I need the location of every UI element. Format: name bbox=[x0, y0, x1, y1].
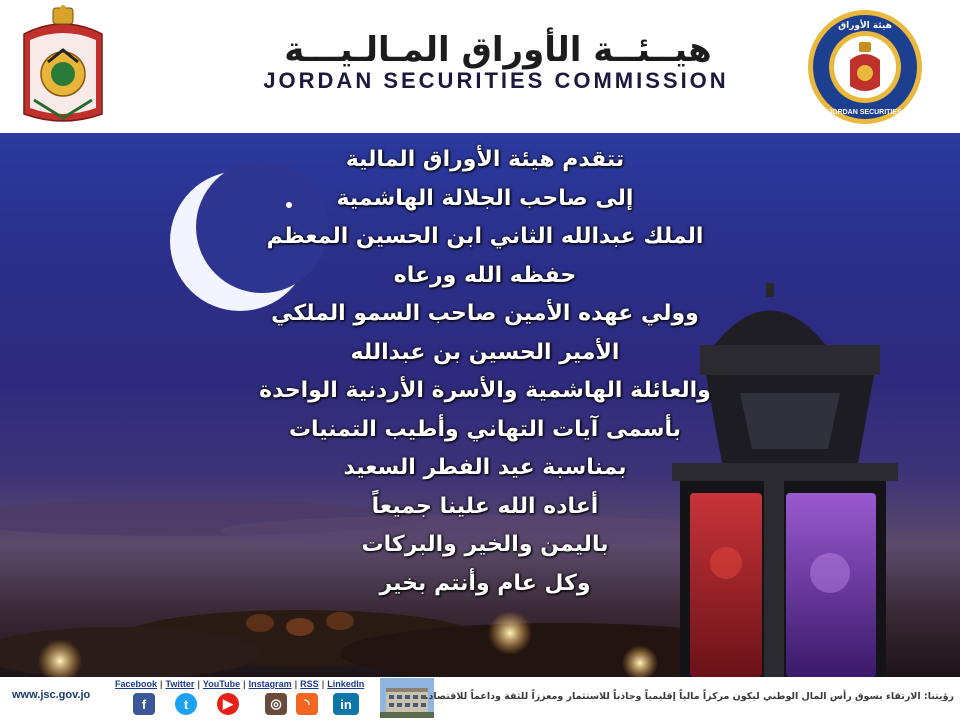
royal-coat-of-arms-icon bbox=[14, 4, 112, 128]
greeting-line: والعائلة الهاشمية والأسرة الأردنية الواحدة bbox=[259, 378, 711, 403]
greeting-line: وكل عام وأنتم بخير bbox=[379, 570, 591, 596]
linkedin-link[interactable]: LinkedIn bbox=[327, 679, 365, 689]
greeting-line: حفظه الله ورعاه bbox=[393, 262, 577, 288]
greeting-line: بأسمى آيات التهاني وأطيب التمنيات bbox=[288, 416, 682, 442]
greeting-line: تتقدم هيئة الأوراق المالية bbox=[345, 147, 625, 172]
website-link[interactable]: www.jsc.gov.jo bbox=[12, 689, 91, 701]
jsc-seal-icon bbox=[806, 8, 924, 126]
greeting-line: الأمير الحسين بن عبدالله bbox=[350, 339, 620, 365]
social-links-bar bbox=[115, 679, 364, 691]
greeting-line: إلى صاحب الجلالة الهاشمية bbox=[336, 185, 634, 211]
commission-title-english: JORDAN SECURITIES COMMISSION bbox=[263, 68, 729, 93]
greeting-line: باليمن والخير والبركات bbox=[361, 532, 609, 557]
linkedin-icon[interactable]: in bbox=[333, 693, 359, 715]
eid-greeting-banner bbox=[0, 133, 960, 677]
rss-icon[interactable]: ◝ bbox=[296, 693, 318, 715]
youtube-icon[interactable]: ▶ bbox=[217, 693, 239, 715]
separator: | bbox=[321, 679, 325, 689]
greeting-message bbox=[240, 141, 730, 603]
separator: | bbox=[294, 679, 298, 689]
instagram-link[interactable]: Instagram bbox=[248, 679, 292, 689]
separator: | bbox=[160, 679, 163, 689]
rss-link[interactable]: RSS bbox=[300, 679, 319, 689]
facebook-icon[interactable]: f bbox=[133, 693, 155, 715]
header bbox=[0, 0, 960, 133]
commission-title-arabic: هيــئــة الأوراق المـالـيـــة bbox=[284, 30, 712, 70]
separator: | bbox=[243, 679, 246, 689]
youtube-link[interactable]: YouTube bbox=[202, 679, 241, 689]
greeting-line: وولي عهده الأمين صاحب السمو الملكي bbox=[271, 301, 699, 326]
twitter-icon[interactable]: t bbox=[175, 693, 197, 715]
svg-text:JORDAN SECURITIES: JORDAN SECURITIES bbox=[828, 109, 902, 116]
greeting-line: أعاده الله علينا جميعاً bbox=[371, 493, 599, 519]
vision-statement: رؤيتنا: الارتقاء بسوق رأس المال الوطني ليكون مركزاً مالياً إقليمياً وجاذباً للاستثمار ومعززاً للثقة وداعماً للاقتصاد. bbox=[424, 691, 954, 702]
twitter-link[interactable]: Twitter bbox=[165, 679, 195, 689]
footer bbox=[0, 677, 960, 720]
separator: | bbox=[197, 679, 200, 689]
facebook-link[interactable]: Facebook bbox=[115, 679, 158, 689]
greeting-line: الملك عبدالله الثاني ابن الحسين المعظم bbox=[266, 224, 704, 249]
candle-glow bbox=[488, 611, 532, 655]
instagram-icon[interactable]: ◎ bbox=[265, 693, 287, 715]
svg-text:هيئة الأوراق: هيئة الأوراق bbox=[838, 21, 892, 31]
greeting-line: بمناسبة عيد الفطر السعيد bbox=[343, 455, 627, 480]
